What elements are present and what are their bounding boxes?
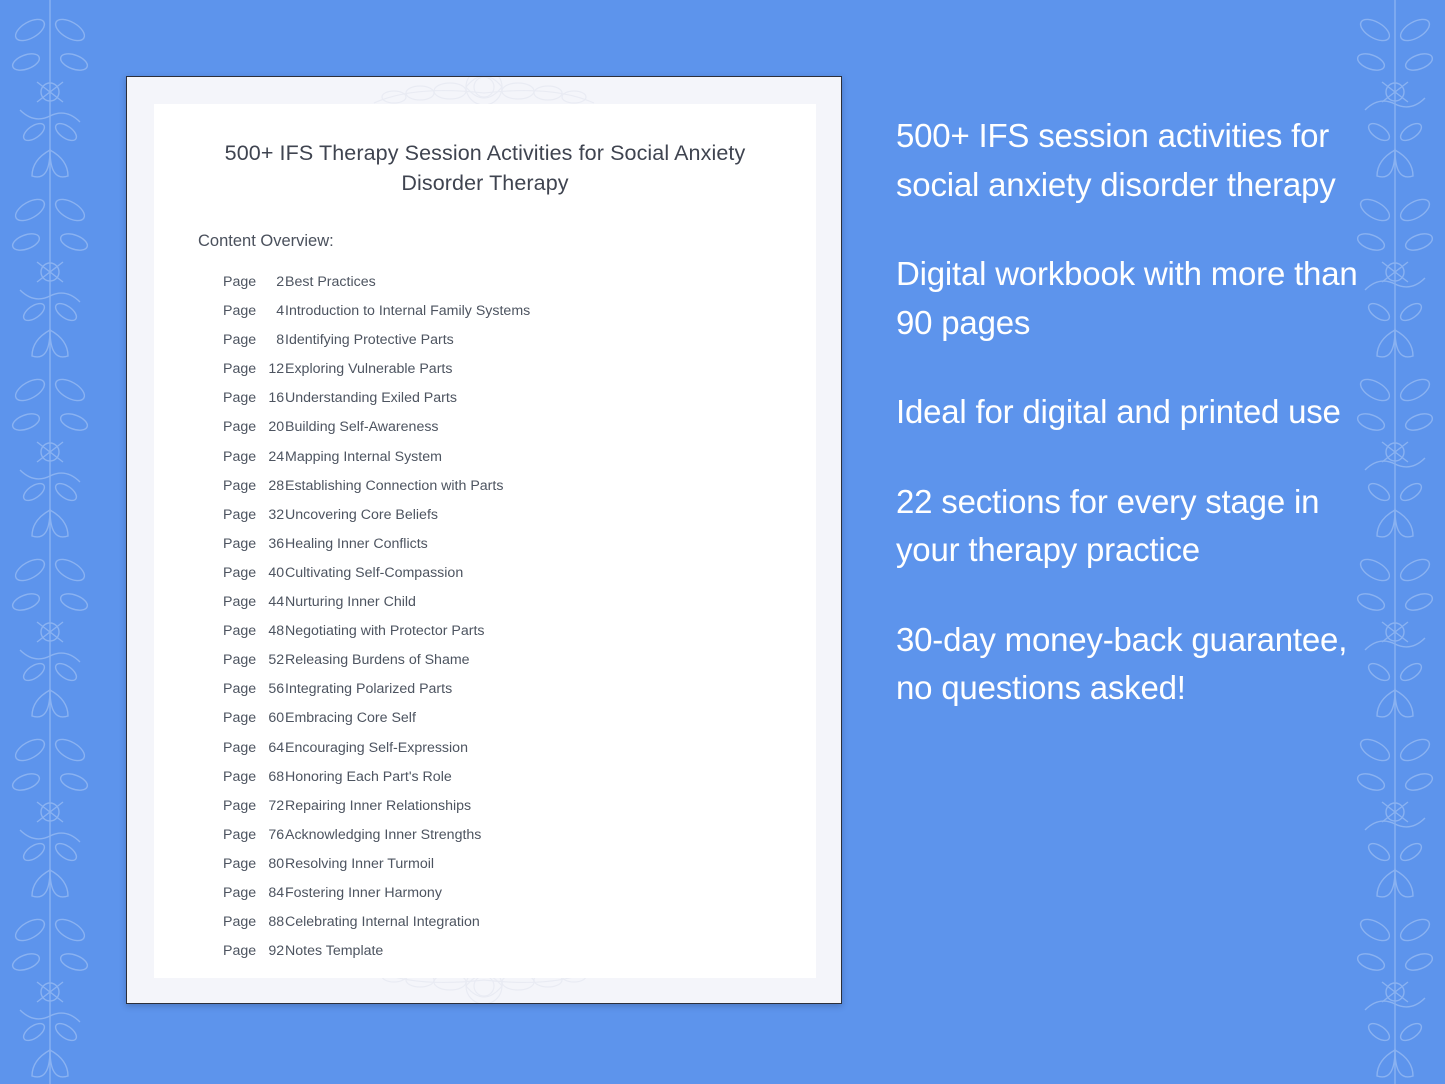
toc-row	[223, 850, 776, 879]
toc-page-number: 72	[268, 797, 285, 814]
toc-page-number: 60	[268, 710, 285, 727]
toc-row	[223, 588, 776, 617]
toc-page-number: 92	[268, 943, 285, 960]
content-overview-label: Content Overview:	[198, 232, 334, 250]
toc-row	[223, 443, 776, 472]
marketing-bullet: 500+ IFS session activities for social anxiety disorder therapy	[896, 117, 1336, 203]
toc-page-number: 4	[276, 303, 285, 320]
toc-entry-label: Identifying Protective Parts	[285, 332, 454, 349]
toc-entry-label: Introduction to Internal Family Systems	[285, 303, 531, 320]
toc-row	[223, 646, 776, 675]
toc-row	[223, 937, 776, 966]
floral-border-left-icon	[0, 0, 100, 1084]
toc-page-word: Page	[223, 477, 257, 494]
toc-row	[223, 530, 776, 559]
toc-page-word: Page	[223, 826, 257, 843]
toc-page-number: 2	[276, 274, 285, 290]
toc-page-number: 84	[268, 884, 285, 901]
toc-row	[223, 326, 776, 355]
toc-row	[223, 297, 776, 326]
toc-page-number: 40	[268, 564, 285, 581]
toc-entry-label: Understanding Exiled Parts	[285, 390, 457, 407]
toc-entry-label: Repairing Inner Relationships	[285, 797, 472, 814]
toc-entry-label: Healing Inner Conflicts	[285, 535, 428, 552]
toc-row	[223, 355, 776, 384]
toc-entry-label: Negotiating with Protector Parts	[285, 623, 485, 640]
marketing-bullet: 30-day money-back guarantee, no questions asked!	[896, 620, 1348, 706]
table-of-contents	[223, 268, 776, 966]
toc-page-word: Page	[223, 564, 257, 581]
toc-row	[223, 472, 776, 501]
toc-page-word: Page	[223, 943, 257, 960]
toc-page-word: Page	[223, 332, 257, 349]
marketing-bullet: Ideal for digital and printed use	[896, 393, 1341, 430]
toc-page-word: Page	[223, 506, 257, 523]
toc-page-number: 32	[268, 506, 285, 523]
toc-page-word: Page	[223, 681, 257, 698]
toc-entry-label: Cultivating Self-Compassion	[285, 564, 464, 581]
marketing-bullets	[896, 112, 1366, 713]
toc-row	[223, 413, 776, 442]
document-page	[154, 104, 816, 978]
toc-row	[223, 734, 776, 763]
toc-page-number: 48	[268, 623, 285, 640]
toc-page-number: 36	[268, 535, 285, 552]
toc-entry-label: Integrating Polarized Parts	[285, 681, 453, 698]
toc-entry-label: Releasing Burdens of Shame	[285, 652, 470, 669]
toc-row	[223, 879, 776, 908]
toc-entry-label: Celebrating Internal Integration	[285, 914, 480, 931]
toc-page-word: Page	[223, 448, 257, 465]
toc-page-word: Page	[223, 884, 257, 901]
toc-page-word: Page	[223, 855, 257, 872]
toc-entry-label: Mapping Internal System	[285, 448, 442, 465]
toc-page-word: Page	[223, 623, 257, 640]
toc-page-word: Page	[223, 361, 257, 378]
toc-page-word: Page	[223, 390, 257, 407]
toc-entry-label: Notes Template	[285, 943, 384, 960]
toc-row	[223, 821, 776, 850]
toc-page-number: 20	[268, 419, 285, 436]
toc-page-number: 52	[268, 652, 285, 669]
toc-page-number: 16	[268, 390, 285, 407]
toc-entry-label: Best Practices	[285, 274, 376, 290]
toc-entry-label: Honoring Each Part's Role	[285, 768, 452, 785]
toc-page-number: 76	[268, 826, 285, 843]
toc-row	[223, 617, 776, 646]
toc-page-word: Page	[223, 419, 257, 436]
toc-page-word: Page	[223, 535, 257, 552]
toc-page-word: Page	[223, 303, 257, 320]
toc-page-number: 28	[268, 477, 285, 494]
toc-page-word: Page	[223, 594, 257, 611]
document-preview	[126, 76, 842, 1004]
toc-row	[223, 501, 776, 530]
toc-entry-label: Embracing Core Self	[285, 710, 416, 727]
toc-page-number: 44	[268, 594, 285, 611]
toc-page-word: Page	[223, 652, 257, 669]
toc-entry-label: Fostering Inner Harmony	[285, 884, 442, 901]
marketing-bullet: Digital workbook with more than 90 pages	[896, 255, 1358, 341]
toc-page-number: 24	[268, 448, 285, 465]
toc-entry-label: Encouraging Self-Expression	[285, 739, 468, 756]
toc-page-number: 8	[276, 332, 285, 349]
toc-page-number: 12	[268, 361, 285, 378]
marketing-bullet: 22 sections for every stage in your therapy practice	[896, 482, 1320, 568]
toc-entry-label: Building Self-Awareness	[285, 419, 439, 436]
toc-page-number: 88	[268, 914, 285, 931]
toc-page-number: 80	[268, 855, 285, 872]
toc-row	[223, 384, 776, 413]
toc-entry-label: Exploring Vulnerable Parts	[285, 361, 453, 378]
toc-row	[223, 675, 776, 704]
toc-page-word: Page	[223, 274, 257, 290]
toc-row	[223, 792, 776, 821]
toc-page-word: Page	[223, 768, 257, 785]
toc-row	[223, 268, 776, 297]
toc-page-word: Page	[223, 710, 257, 727]
toc-page-number: 68	[268, 768, 285, 785]
toc-page-number: 56	[268, 681, 285, 698]
toc-entry-label: Uncovering Core Beliefs	[285, 506, 438, 523]
toc-page-word: Page	[223, 914, 257, 931]
toc-page-word: Page	[223, 797, 257, 814]
toc-entry-label: Nurturing Inner Child	[285, 594, 416, 611]
toc-row	[223, 704, 776, 733]
toc-row	[223, 908, 776, 937]
toc-row	[223, 763, 776, 792]
document-title: 500+ IFS Therapy Session Activities for Social Anxiety Disorder Therapy	[224, 141, 746, 195]
toc-entry-label: Establishing Connection with Parts	[285, 477, 504, 494]
toc-page-word: Page	[223, 739, 257, 756]
toc-page-number: 64	[268, 739, 285, 756]
toc-entry-label: Resolving Inner Turmoil	[285, 855, 435, 872]
toc-row	[223, 559, 776, 588]
toc-entry-label: Acknowledging Inner Strengths	[285, 826, 482, 843]
